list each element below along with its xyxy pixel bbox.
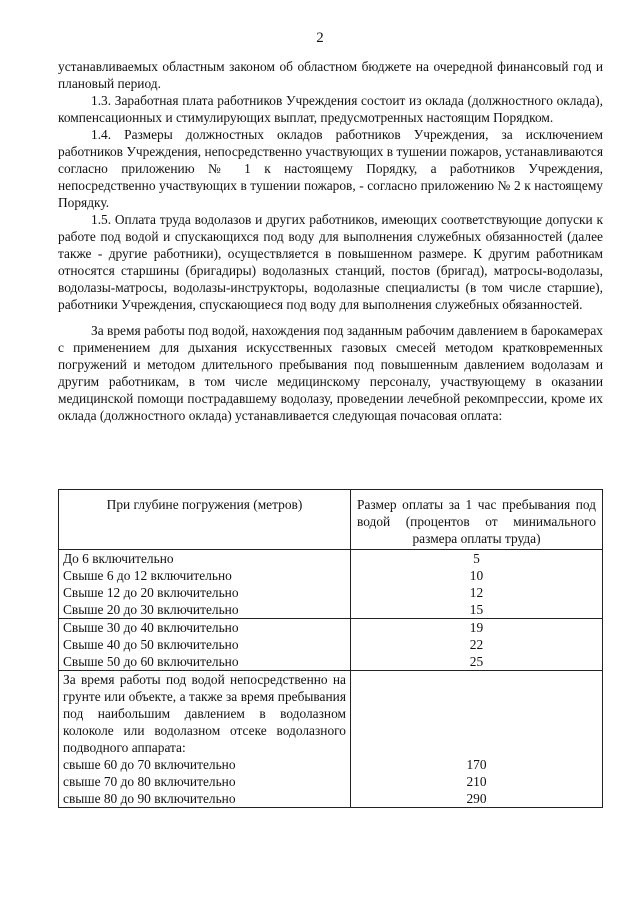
paragraph-1-5: 1.5. Оплата труда водолазов и других работников, имеющих соответствующие допуски к работе под водой и спускающихся под воду для выполнения служебных обязанностей (далее также - другие работники), осуществляется в повышенном размере. К другим работникам относятся старшины (бригадиры) водолазных станций, постов (бригад), матросы-водолазы, водолазы-матросы, водолазы-инструкторы, водолазные специалисты (в том числе старшие), работники Учреждения, спускающиеся под воду для выполнения служебных обязанностей. bbox=[58, 212, 603, 312]
page-number: 2 bbox=[316, 30, 324, 46]
paragraph-hourly-pay: За время работы под водой, нахождения под заданным рабочим давлением в барокамерах с применением для дыхания искусственных газовых смесей методом кратковременных погружений и методом длительного пребывания под повышенным давлением водолазам и другим работникам, в том числе медицинскому персоналу, участвующему в оказании медицинской помощи пострадавшему водолазу, проведении лечебной рекомпрессии, кроме их оклада (должностного оклада) устанавливается следующая почасовая оплата: bbox=[58, 323, 603, 423]
rate-value: 25 bbox=[469, 654, 484, 669]
depth-cell bbox=[59, 671, 351, 808]
table-row-group-1 bbox=[59, 550, 603, 619]
depth-label: свыше 60 до 70 включительно bbox=[63, 757, 236, 772]
rate-value: 10 bbox=[469, 568, 484, 583]
group-3-intro: За время работы под водой непосредственно на грунте или объекте, а также за время пребывания под наибольшим давлением в водолазном колоколе или водолазном отсеке водолазного подводного аппарата: bbox=[63, 672, 346, 755]
depth-cell bbox=[59, 550, 351, 619]
rate-cell bbox=[351, 671, 603, 808]
header-depth: При глубине погружения (метров) bbox=[59, 490, 351, 550]
rate-value: 15 bbox=[469, 602, 484, 617]
header-rate: Размер оплаты за 1 час пребывания под водой (процентов от минимального размера оплаты труда) bbox=[351, 490, 603, 550]
table-row-group-2 bbox=[59, 619, 603, 671]
depth-label: Свыше 12 до 20 включительно bbox=[63, 585, 239, 600]
paragraph-1-3: 1.3. Заработная плата работников Учреждения состоит из оклада (должностного оклада), компенсационных и стимулирующих выплат, предусмотренных настоящим Порядком. bbox=[58, 93, 603, 125]
rate-value: 5 bbox=[473, 551, 480, 566]
depth-label: Свыше 20 до 30 включительно bbox=[63, 602, 239, 617]
depth-label: свыше 70 до 80 включительно bbox=[63, 774, 236, 789]
rate-value: 210 bbox=[466, 774, 487, 789]
rate-value: 12 bbox=[469, 585, 484, 600]
document-body bbox=[58, 58, 603, 424]
depth-label: Свыше 50 до 60 включительно bbox=[63, 654, 239, 669]
rate-value: 170 bbox=[466, 757, 487, 772]
depth-cell bbox=[59, 619, 351, 671]
table-row-group-3 bbox=[59, 671, 603, 808]
table-header-row bbox=[59, 490, 603, 550]
paragraph-continuation: устанавливаемых областным законом об областном бюджете на очередной финансовый год и плановый период. bbox=[58, 59, 603, 91]
depth-label: До 6 включительно bbox=[63, 551, 174, 566]
depth-label: Свыше 6 до 12 включительно bbox=[63, 568, 232, 583]
depth-label: Свыше 40 до 50 включительно bbox=[63, 637, 239, 652]
paragraph-1-4: 1.4. Размеры должностных окладов работников Учреждения, за исключением работников Учреждения, непосредственно участвующих в тушении пожаров, устанавливаются согласно приложению № 1 к настоящему Порядку, а работников Учреждения, непосредственно участвующих в тушении пожаров, - согласно приложению № 2 к настоящему Порядку. bbox=[58, 127, 603, 210]
rate-value: 22 bbox=[469, 637, 484, 652]
diving-pay-table bbox=[58, 489, 603, 808]
depth-label: свыше 80 до 90 включительно bbox=[63, 791, 236, 806]
depth-label: Свыше 30 до 40 включительно bbox=[63, 620, 239, 635]
rate-cell bbox=[351, 550, 603, 619]
rate-cell bbox=[351, 619, 603, 671]
rate-value: 290 bbox=[466, 791, 487, 806]
rate-value: 19 bbox=[469, 620, 484, 635]
